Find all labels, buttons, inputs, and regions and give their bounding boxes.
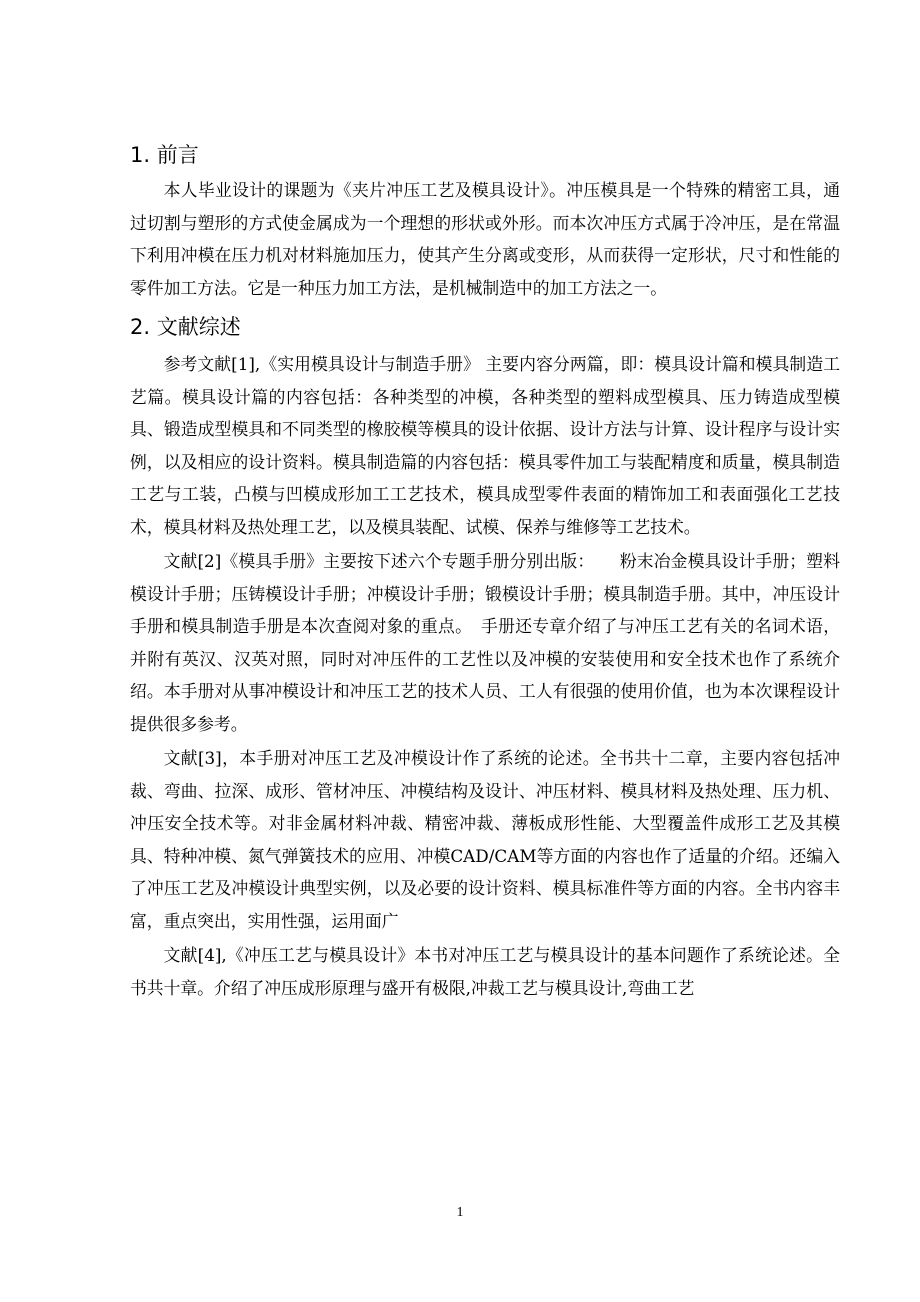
- page-number: 1: [456, 1205, 464, 1220]
- paragraph-preface: 本人毕业设计的课题为《夹片冲压工艺及模具设计》。冲压模具是一个特殊的精密工具，通过切割与塑形的方式使金属成为一个理想的形状或外形。而本次冲压方式属于冷冲压，是在常温下利用冲模在压力机对材料施加压力，使其产生分离或变形，从而获得一定形状，尺寸和性能的零件加工方法。它是一种压力加工方法，是机械制造中的加工方法之一。: [130, 180, 840, 298]
- paragraph-reference-4: 文献[4],《冲压工艺与模具设计》本书对冲压工艺与模具设计的基本问题作了系统论述。全书共十章。介绍了冲压成形原理与盛开有极限,冲裁工艺与模具设计,弯曲工艺: [130, 945, 840, 998]
- section-heading-literature-review: 2. 文献综述: [130, 315, 241, 339]
- paragraph-reference-3: 文献[3]，本手册对冲压工艺及冲模设计作了系统的论述。全书共十二章，主要内容包括冲裁、弯曲、拉深、成形、管材冲压、冲模结构及设计、冲压材料、模具材料及热处理、压力机、冲压安全技术等。对非金属材料冲裁、精密冲裁、薄板成形性能、大型覆盖件成形工艺及其模具、特种冲模、氮气弹簧技术的应用、冲模CAD/CAM等方面的内容也作了适量的介绍。还编入了冲压工艺及冲模设计典型实例，以及必要的设计资料、模具标准件等方面的内容。全书内容丰富，重点突出，实用性强，运用面广: [130, 748, 840, 931]
- paragraph-reference-1: 参考文献[1],《实用模具设计与制造手册》 主要内容分两篇，即：模具设计篇和模具制造工艺篇。模具设计篇的内容包括：各种类型的冲模，各种类型的塑料成型模具、压力铸造成型模具、锻造成型模具和不同类型的橡胶模等模具的设计依据、设计方法与计算、设计程序与设计实例，以及相应的设计资料。模具制造篇的内容包括：模具零件加工与装配精度和质量，模具制造工艺与工装，凸模与凹模成形加工工艺技术，模具成型零件表面的精饰加工和表面强化工艺技术，模具材料及热处理工艺，以及模具装配、试模、保养与维修等工艺技术。: [130, 354, 840, 537]
- section-heading-preface: 1. 前言: [130, 143, 199, 167]
- paragraph-reference-2: 文献[2]《模具手册》主要按下述六个专题手册分别出版： 粉末冶金模具设计手册；塑料模设计手册；压铸模设计手册；冲模设计手册；锻模设计手册；模具制造手册。其中，冲压设计手册和模具制造手册是本次查阅对象的重点。 手册还专章介绍了与冲压工艺有关的名词术语，并附有英汉、汉英对照，同时对冲压件的工艺性以及冲模的安装使用和安全技术也作了系统介绍。本手册对从事冲模设计和冲压工艺的技术人员、工人有很强的使用价值，也为本次课程设计提供很多参考。: [130, 551, 840, 734]
- document-body: [130, 138, 840, 1004]
